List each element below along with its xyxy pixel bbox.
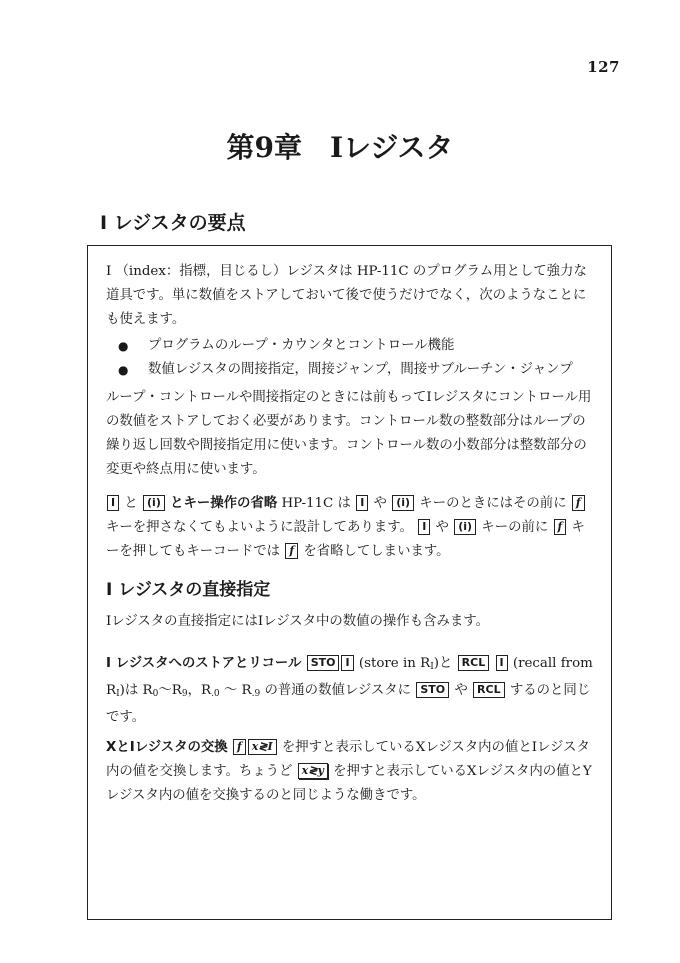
- key-rcl: RCL: [458, 655, 490, 671]
- text-fragment: ，R: [187, 683, 212, 698]
- intro-paragraph: I （index：指標，目じるし）レジスタは HP-11C のプログラム用として強力な道具です。単に数値をストアしておいて後で使うだけでなく，次のようなことにも使えます。: [106, 264, 587, 327]
- store-recall-heading: I レジスタへのストアとリコール: [106, 656, 302, 671]
- key-paren-i: (i): [143, 495, 165, 511]
- subscript: 9: [181, 689, 188, 699]
- direct-paragraph: Iレジスタの直接指定にはIレジスタ中の数値の操作も含みます。: [106, 614, 489, 629]
- subscript: .0: [211, 689, 220, 699]
- text-fragment: を押すと表示しているXレジスタ内の値とYレジスタ内の値を交換するのと同じような働きです。: [106, 764, 592, 803]
- text-fragment: を押すと表示しているXレジスタ内の値とIレジスタ内の値を交換します。ちょうど: [106, 740, 590, 779]
- key-paren-i: (i): [454, 519, 476, 535]
- subscript: I: [116, 689, 120, 699]
- chapter-title: 第9章 Iレジスタ: [226, 131, 454, 164]
- key-sto: STO: [416, 682, 449, 698]
- list-item: ● 数値レジスタの間接指定，間接ジャンプ，間接サブルーチン・ジャンプ: [106, 358, 597, 382]
- text-fragment: するのと同じです。: [106, 683, 591, 725]
- key-f: f: [554, 519, 567, 535]
- text-fragment: キーを押してもキーコードでは: [106, 520, 585, 559]
- key-paren-i: (i): [392, 495, 414, 511]
- use-list: [106, 334, 597, 382]
- key-f: f: [285, 543, 298, 559]
- content-box: [87, 245, 612, 920]
- text-fragment: や: [454, 683, 468, 698]
- key-i: I: [496, 655, 508, 671]
- text-fragment: キーを押さなくてもよいように設計してあります。: [106, 520, 413, 535]
- text-fragment: と: [124, 496, 138, 511]
- loop-paragraph: ループ・コントロールや間接指定のときには前もってIレジスタにコントロール用の数値をストアしておく必要があります。コントロール数の整数部分はループの繰り返し回数や間接指定用に使います。コントロール数の小数部分は整数部分の変更や終点用に使います。: [106, 390, 592, 477]
- subscript: .9: [251, 689, 261, 699]
- text-fragment: 〜 R: [219, 683, 252, 698]
- text-fragment: HP-11C は: [281, 496, 351, 511]
- text-fragment: (recall from R: [106, 656, 593, 698]
- shorthand-paragraph: [106, 492, 597, 564]
- key-i: I: [341, 655, 353, 671]
- key-x-exchange-i: x≷I: [248, 739, 277, 755]
- text-fragment: キーのときにはその前に: [419, 496, 567, 511]
- text-fragment: や: [435, 520, 449, 535]
- key-f: f: [572, 495, 585, 511]
- shorthand-heading: とキー操作の省略: [170, 496, 278, 511]
- key-f: f: [233, 739, 246, 755]
- text-fragment: キーの前に: [481, 520, 549, 535]
- text-fragment: を省略してしまいます。: [303, 544, 450, 559]
- text-fragment: )は R: [119, 683, 153, 698]
- text-fragment: 〜R: [158, 683, 182, 698]
- store-recall-paragraph: [106, 652, 597, 730]
- key-rcl: RCL: [473, 682, 505, 698]
- key-i: I: [418, 519, 430, 535]
- exchange-heading: XとIレジスタの交換: [106, 740, 228, 755]
- key-i: I: [356, 495, 368, 511]
- subscript: I: [430, 662, 434, 672]
- section-heading: I レジスタの要点: [100, 212, 246, 234]
- page-number: 127: [587, 58, 620, 76]
- key-x-exchange-y: x≷y: [298, 763, 328, 779]
- text-fragment: (store in R: [358, 656, 431, 671]
- text-fragment: の普通の数値レジスタに: [264, 683, 412, 698]
- list-item: ● プログラムのループ・カウンタとコントロール機能: [106, 334, 597, 358]
- text-fragment: )と: [433, 656, 453, 671]
- key-i: I: [107, 495, 119, 511]
- key-sto: STO: [307, 655, 340, 671]
- text-fragment: や: [373, 496, 387, 511]
- exchange-paragraph: [106, 736, 597, 808]
- direct-heading: I レジスタの直接指定: [106, 580, 271, 600]
- subscript: 0: [152, 689, 159, 699]
